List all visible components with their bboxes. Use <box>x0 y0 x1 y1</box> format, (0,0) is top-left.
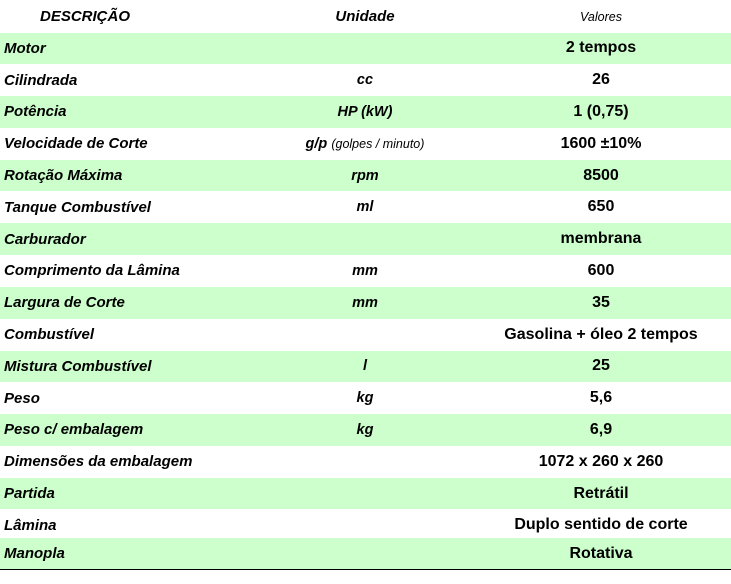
row-description: Combustível <box>4 326 95 344</box>
table-row-peso <box>0 382 731 414</box>
row-unit-main: g/p <box>305 135 328 152</box>
header-values: Valores <box>580 9 622 24</box>
row-description: Tanque Combustível <box>4 198 151 216</box>
row-description: Mistura Combustível <box>4 357 152 375</box>
table-row-combustivel <box>0 319 731 351</box>
table-row-dimensoes-da-embalagem <box>0 446 731 478</box>
table-row-velocidade-de-corte <box>0 128 731 160</box>
table-row-motor <box>0 33 731 65</box>
row-unit <box>265 223 465 255</box>
row-value: Duplo sentido de corte <box>514 516 688 534</box>
row-unit: mm <box>352 262 378 279</box>
table-row-largura-de-corte <box>0 287 731 319</box>
table-header-row <box>0 1 731 33</box>
row-unit: rpm <box>351 167 379 184</box>
table-row-partida <box>0 478 731 510</box>
row-description: Dimensões da embalagem <box>4 453 193 471</box>
row-value: 8500 <box>583 166 619 184</box>
row-value: 650 <box>587 198 615 216</box>
row-value: 1600 ±10% <box>560 134 642 152</box>
row-unit: mm <box>352 294 378 311</box>
table-row-lamina <box>0 510 731 542</box>
row-unit <box>265 446 465 478</box>
row-value: Gasolina + óleo 2 tempos <box>504 325 698 343</box>
row-unit: HP (kW) <box>337 103 393 120</box>
row-unit-sub: (golpes / minuto) <box>331 136 425 151</box>
row-description: Partida <box>4 485 55 503</box>
row-value: 600 <box>587 261 615 279</box>
row-description: Cilindrada <box>4 71 78 89</box>
row-description: Carburador <box>4 230 86 248</box>
row-value: Rotativa <box>569 544 633 562</box>
row-unit: cc <box>356 72 374 89</box>
row-unit <box>265 128 465 160</box>
row-value: 25 <box>592 357 610 375</box>
table-row-potencia <box>0 96 731 128</box>
row-unit: kg <box>356 390 374 407</box>
row-unit: kg <box>356 421 374 438</box>
table-bottom-rule <box>0 569 731 570</box>
row-unit <box>265 478 465 510</box>
row-value: membrana <box>560 230 642 248</box>
header-unit: Unidade <box>335 8 395 26</box>
row-description: Comprimento da Lâmina <box>4 262 180 280</box>
row-value: Retrátil <box>573 484 629 502</box>
row-description: Lâmina <box>4 516 57 534</box>
table-row-tanque-combustivel <box>0 192 731 224</box>
row-description: Motor <box>4 39 46 57</box>
row-description: Peso c/ embalagem <box>4 421 144 439</box>
row-description: Peso <box>4 389 40 407</box>
table-row-rotacao-maxima <box>0 160 731 192</box>
table-row-mistura-combustivel <box>0 351 731 383</box>
row-value: 2 tempos <box>565 39 637 57</box>
row-description: Velocidade de Corte <box>4 135 148 153</box>
row-value: 1 (0,75) <box>573 102 629 120</box>
row-value: 35 <box>592 293 610 311</box>
header-description: DESCRIÇÃO <box>40 8 131 26</box>
row-description: Largura de Corte <box>4 294 125 312</box>
row-value: 5,6 <box>589 389 613 407</box>
row-description: Manopla <box>4 545 65 562</box>
table-row-peso-com-embalagem <box>0 414 731 446</box>
row-unit <box>265 510 465 542</box>
row-description: Rotação Máxima <box>4 167 123 185</box>
table-row-carburador <box>0 223 731 255</box>
row-unit <box>265 538 465 569</box>
row-unit: l <box>362 358 368 375</box>
row-unit: ml <box>356 199 374 216</box>
row-unit <box>265 319 465 351</box>
row-value: 1072 x 260 x 260 <box>538 452 664 470</box>
table-row-cilindrada <box>0 64 731 96</box>
row-value: 26 <box>592 71 610 89</box>
row-value: 6,9 <box>589 420 613 438</box>
row-unit <box>265 33 465 65</box>
row-description: Potência <box>4 103 67 121</box>
table-row-manopla <box>0 538 731 569</box>
table-row-comprimento-da-lamina <box>0 255 731 287</box>
